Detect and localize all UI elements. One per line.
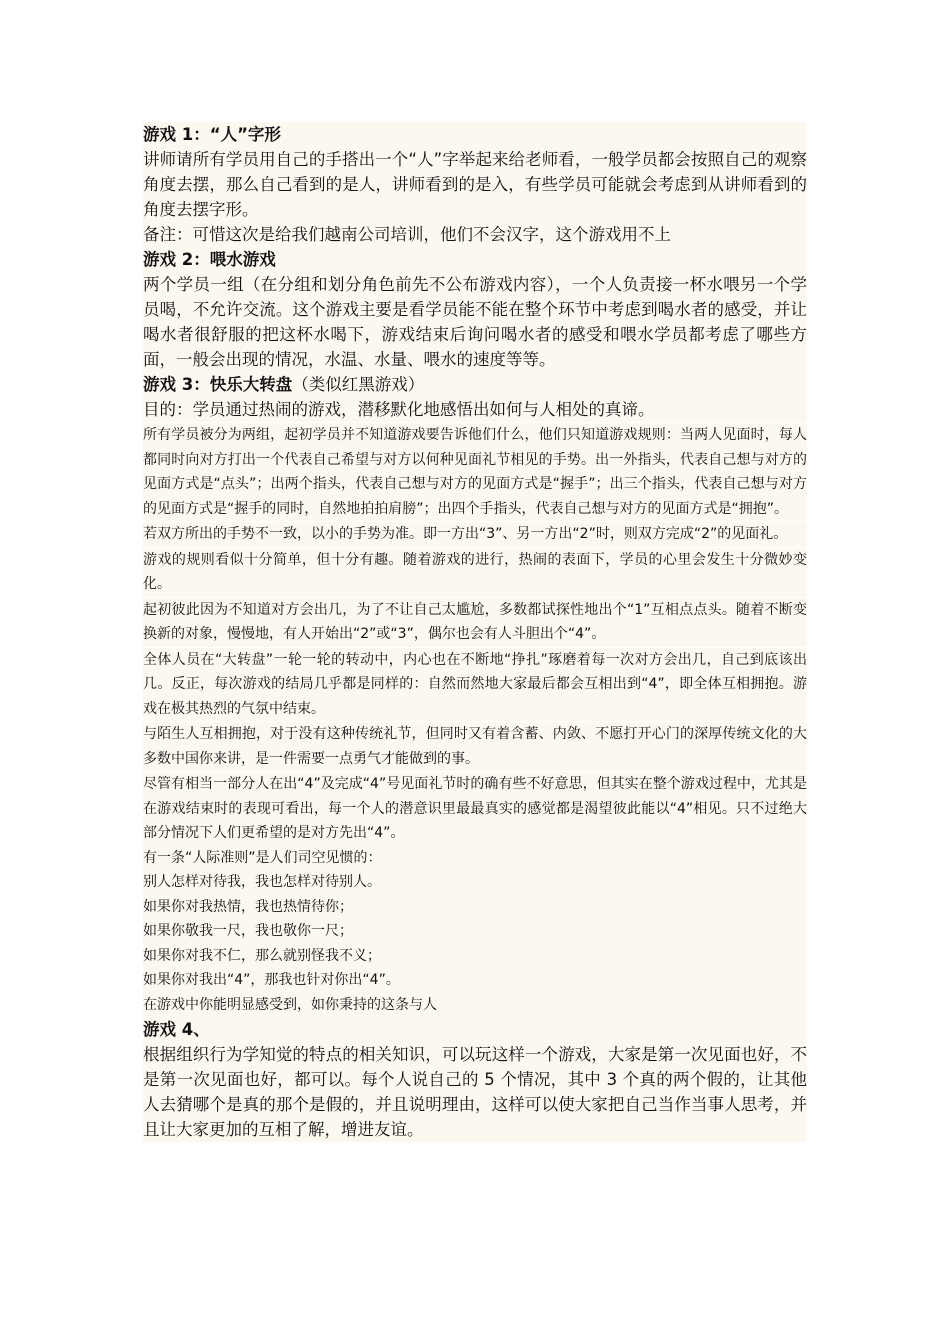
game2-heading: 游戏 2：喂水游戏 — [143, 247, 807, 272]
game3-purpose: 目的：学员通过热闹的游戏，潜移默化地感悟出如何与人相处的真谛。 — [143, 397, 807, 422]
game3-closing: 在游戏中你能明显感受到，如你秉持的这条与人 — [143, 993, 807, 1018]
game3-heading-main: 游戏 3：快乐大转盘 — [143, 375, 293, 394]
game2-paragraph: 两个学员一组（在分组和划分角色前先不公布游戏内容），一个人负责接一杯水喂另一个学员喝，不允许交流。这个游戏主要是看学员能不能在整个环节中考虑到喝水者的感受，并让喝水者很舒服的把这杯水喝下，游戏结束后询问喝水者的感受和喂水学员都考虑了哪些方面，一般会出现的情况，水温、水量、喂水的速度等等。 — [143, 272, 807, 372]
game3-heading-sub: （类似红黑游戏） — [292, 375, 425, 394]
game1-heading: 游戏 1：“人”字形 — [143, 122, 807, 147]
game3-rule-intro: 有一条“人际准则”是人们司空见惯的： — [143, 846, 807, 871]
game3-paragraph-simple: 游戏的规则看似十分简单，但十分有趣。随着游戏的进行，热闹的表面下，学员的心里会发生十分微妙变化。 — [143, 548, 807, 597]
game3-paragraph-although: 尽管有相当一部分人在出“4”及完成“4”号见面礼节时的确有些不好意思，但其实在整个游戏过程中，尤其是在游戏结束时的表现可看出，每一个人的潜意识里最最真实的感觉都是渴望彼此能以“4”相见。只不过绝大部分情况下人们更希望的是对方先出“4”。 — [143, 772, 807, 846]
game3-paragraph-start: 起初彼此因为不知道对方会出几，为了不让自己太尴尬，多数都试探性地出个“1”互相点点头。随着不断变换新的对象，慢慢地，有人开始出“2”或“3”，偶尔也会有人斗胆出个“4”。 — [143, 598, 807, 647]
game3-paragraph-hug: 与陌生人互相拥抱，对于没有这种传统礼节，但同时又有着含蓄、内敛、不愿打开心门的深厚传统文化的大多数中国你来讲，是一件需要一点勇气才能做到的事。 — [143, 722, 807, 771]
game3-paragraph-rules: 所有学员被分为两组，起初学员并不知道游戏要告诉他们什么，他们只知道游戏规则：当两人见面时，每人都同时向对方打出一个代表自己希望与对方以何种见面礼节相见的手势。出一外指头，代表自己想与对方的见面方式是“点头”；出两个指头，代表自己想与对方的见面方式是“握手”；出三个指头，代表自己想与对方的见面方式是“握手的同时，自然地拍拍肩膀”；出四个手指头，代表自己想与对方的见面方式是“拥抱”。 — [143, 423, 807, 521]
game3-rule-line: 如果你对我热情，我也热情待你； — [143, 895, 807, 920]
game3-rule-line: 别人怎样对待我，我也怎样对待别人。 — [143, 870, 807, 895]
game3-heading — [143, 372, 807, 397]
game3-rule-line: 如果你对我出“4”，那我也针对你出“4”。 — [143, 968, 807, 993]
game1-note: 备注：可惜这次是给我们越南公司培训，他们不会汉字，这个游戏用不上 — [143, 222, 807, 247]
game3-rule-line: 如果你敬我一尺，我也敬你一尺； — [143, 919, 807, 944]
game3-paragraph-tie: 若双方所出的手势不一致，以小的手势为准。即一方出“3”、另一方出“2”时，则双方完成“2”的见面礼。 — [143, 522, 807, 547]
document-body — [143, 122, 807, 1142]
game1-paragraph: 讲师请所有学员用自己的手搭出一个“人”字举起来给老师看，一般学员都会按照自己的观察角度去摆，那么自己看到的是人，讲师看到的是入，有些学员可能就会考虑到从讲师看到的角度去摆字形。 — [143, 147, 807, 222]
game4-heading: 游戏 4、 — [143, 1017, 807, 1042]
game4-paragraph: 根据组织行为学知觉的特点的相关知识，可以玩这样一个游戏，大家是第一次见面也好，不是第一次见面也好，都可以。每个人说自己的 5 个情况，其中 3 个真的两个假的，让其他人去猜哪个是真的那个是假的，并且说明理由，这样可以使大家把自己当作当事人思考，并且让大家更加的互相了解，增进友谊。 — [143, 1042, 807, 1142]
game3-rule-line: 如果你对我不仁，那么就别怪我不义； — [143, 944, 807, 969]
game3-paragraph-wheel: 全体人员在“大转盘”一轮一轮的转动中，内心也在不断地“挣扎”琢磨着每一次对方会出几，自己到底该出几。反正，每次游戏的结局几乎都是同样的：自然而然地大家最后都会互相出到“4”，即全体互相拥抱。游戏在极其热烈的气氛中结束。 — [143, 648, 807, 722]
